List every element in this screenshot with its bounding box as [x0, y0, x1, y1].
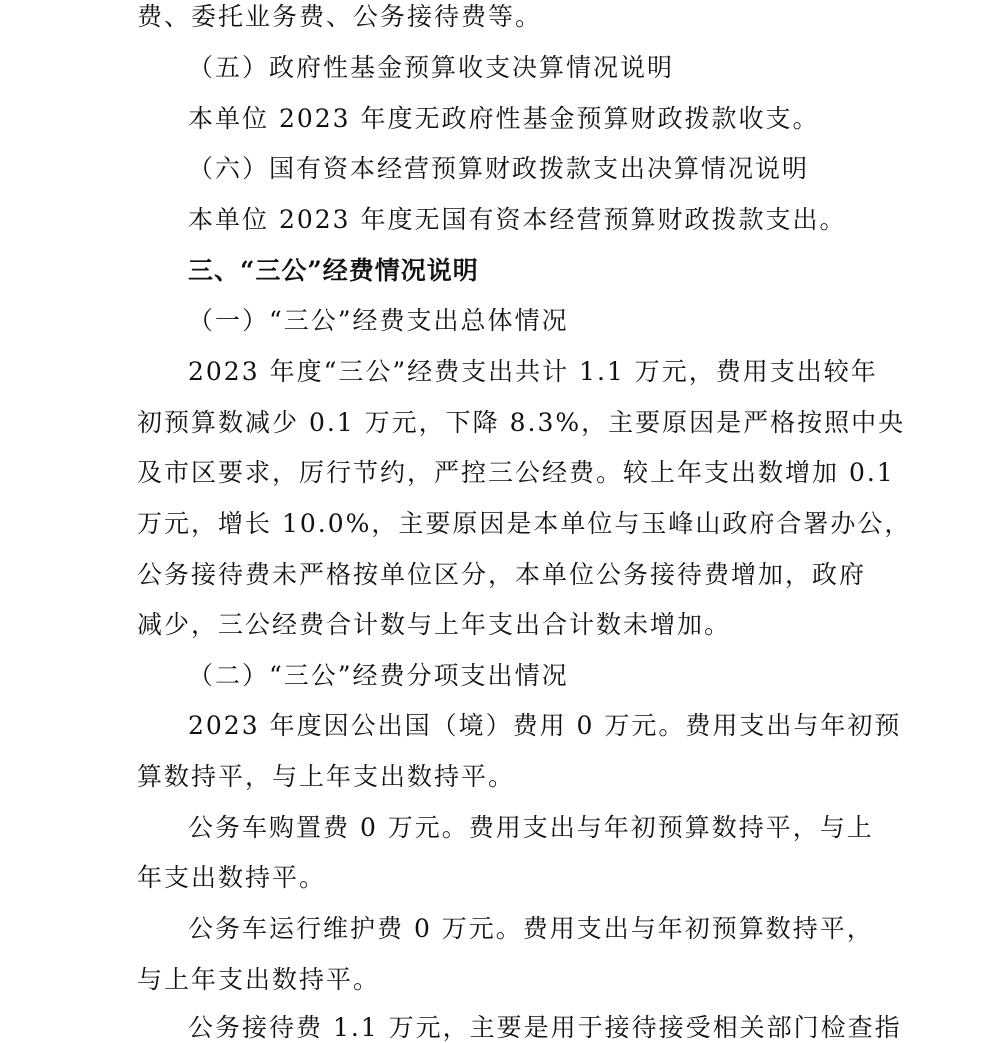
paragraph-line: 2023 年度因公出国（境）费用 0 万元。费用支出与年初预	[188, 711, 902, 740]
paragraph-line: 2023 年度“三公”经费支出共计 1.1 万元，费用支出较年	[188, 357, 878, 386]
paragraph-line: 与上年支出数持平。	[137, 965, 381, 994]
paragraph-line: 本单位 2023 年度无国有资本经营预算财政拨款支出。	[188, 205, 847, 234]
paragraph-line: 初预算数减少 0.1 万元，下降 8.3%，主要原因是严格按照中央	[137, 408, 906, 437]
paragraph-line: 公务接待费 1.1 万元，主要是用于接待接受相关部门检查指	[188, 1013, 902, 1042]
paragraph-line: 算数持平，与上年支出数持平。	[137, 762, 516, 791]
paragraph-line: 公务车运行维护费 0 万元。费用支出与年初预算数持平，	[188, 914, 874, 943]
section-heading: 三、“三公”经费情况说明	[188, 256, 479, 285]
paragraph-line: 减少，三公经费合计数与上年支出合计数未增加。	[137, 610, 732, 639]
paragraph-line: 年支出数持平。	[137, 863, 327, 892]
paragraph-line: 费、委托业务费、公务接待费等。	[137, 2, 543, 31]
subsection-heading: （六）国有资本经营预算财政拨款支出决算情况说明	[188, 154, 810, 183]
paragraph-line: 公务车购置费 0 万元。费用支出与年初预算数持平，与上	[188, 813, 874, 842]
subsection-heading: （五）政府性基金预算收支决算情况说明	[188, 53, 675, 82]
paragraph-line: 及市区要求，厉行节约，严控三公经费。较上年支出数增加 0.1	[137, 458, 895, 487]
paragraph-line: 本单位 2023 年度无政府性基金预算财政拨款收支。	[188, 104, 820, 133]
paragraph-line: 万元，增长 10.0%，主要原因是本单位与玉峰山政府合署办公，	[137, 509, 912, 538]
subsection-heading: （一）“三公”经费支出总体情况	[188, 306, 569, 335]
paragraph-line: 公务接待费未严格按单位区分，本单位公务接待费增加，政府	[137, 560, 867, 589]
subsection-heading: （二）“三公”经费分项支出情况	[188, 661, 569, 690]
